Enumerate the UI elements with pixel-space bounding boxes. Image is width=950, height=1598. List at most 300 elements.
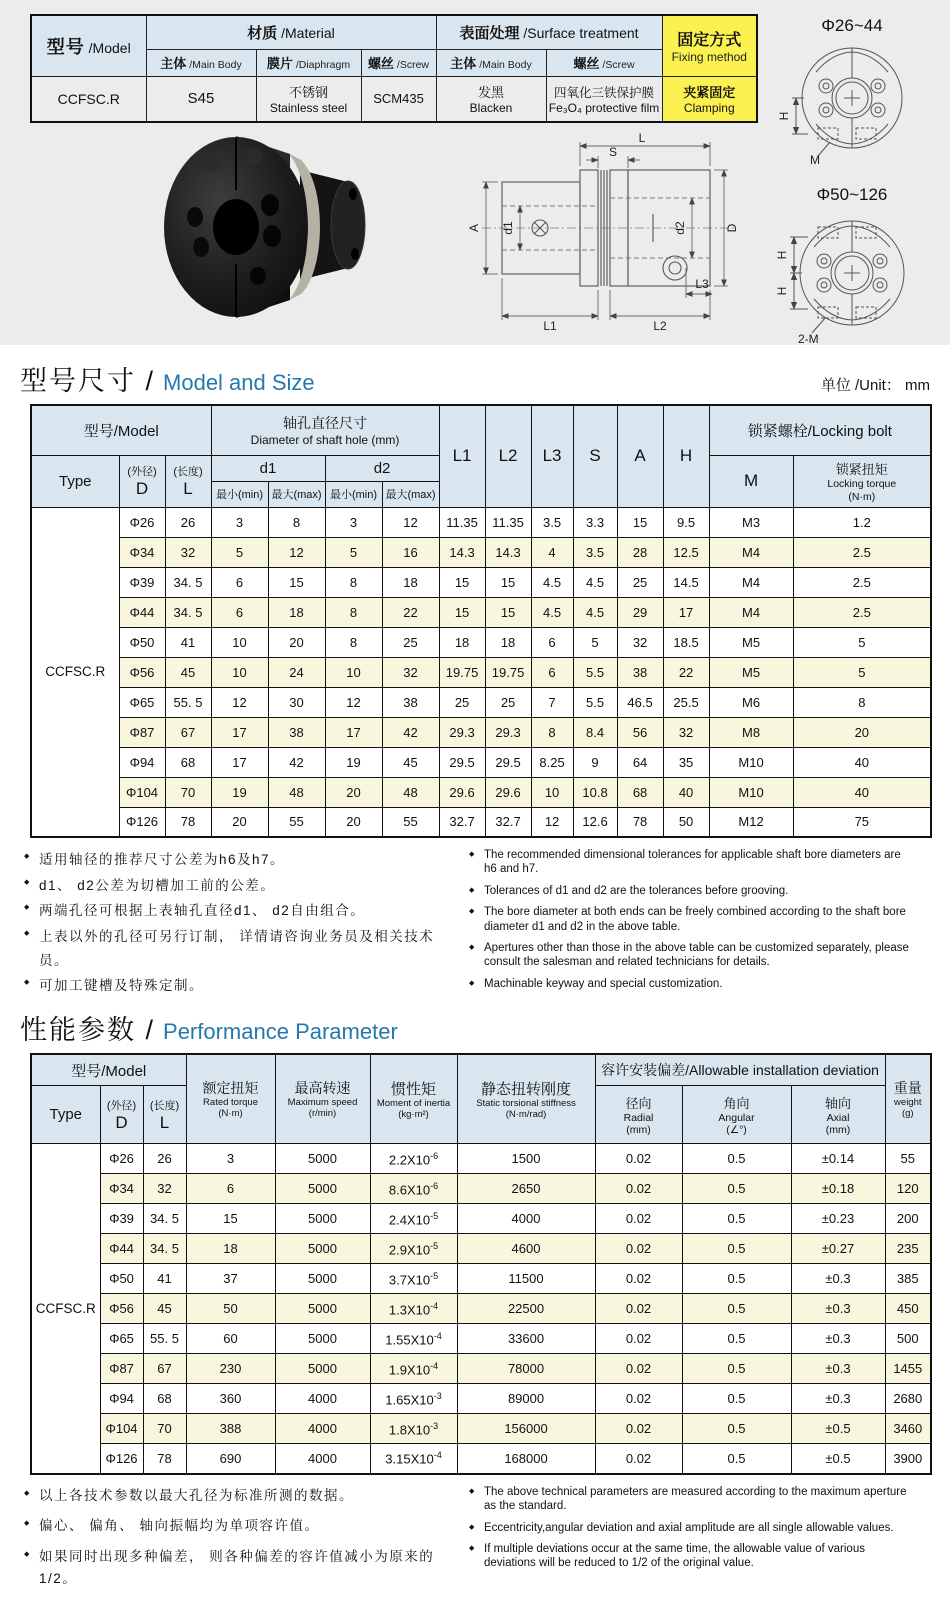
sub-header-diaphragm: 膜片 /Diaphragm [256, 49, 361, 76]
table-cell: 40 [793, 747, 931, 777]
table-cell: $8.6X10^{-6}$ [370, 1174, 457, 1204]
front-view-small [752, 14, 942, 174]
table-cell: 17 [325, 717, 382, 747]
table-cell: 0.02 [595, 1174, 682, 1204]
table-cell: 34. 5 [165, 567, 211, 597]
perf-model-group-header: 型号/Model [31, 1054, 186, 1086]
note-item: ◆ Eccentricity,angular deviation and axial amplitude are all single allowable values. [469, 1521, 909, 1535]
note-item: ◆ 适用轴径的推荐尺寸公差为h6及h7。 [24, 848, 459, 872]
table-cell: 4000 [275, 1384, 370, 1414]
table-cell: 3.3 [573, 507, 617, 537]
perf-l-header: (长度) L [143, 1086, 186, 1144]
table-cell: 360 [186, 1384, 275, 1414]
table-cell: 15 [485, 597, 531, 627]
table-cell: 55 [268, 807, 325, 837]
table-cell: M10 [709, 777, 793, 807]
table-cell: 41 [143, 1264, 186, 1294]
table-cell: Φ50 [100, 1264, 143, 1294]
table-cell: 14.3 [485, 537, 531, 567]
inertia-header: 惯性矩 Moment of inertia (kg·m²) [370, 1054, 457, 1144]
perf-title-en: Performance Parameter [163, 1018, 398, 1044]
table-cell: 29.3 [439, 717, 485, 747]
table-cell: 50 [663, 807, 709, 837]
table-row [31, 1294, 931, 1324]
table-cell: 20 [268, 627, 325, 657]
table-cell: 6 [211, 597, 268, 627]
table-cell: 6 [531, 657, 573, 687]
table-cell: 235 [885, 1234, 931, 1264]
table-cell: 34. 5 [143, 1204, 186, 1234]
table-cell: $2.9X10^{-5}$ [370, 1234, 457, 1264]
table-cell: 0.02 [595, 1204, 682, 1234]
table-cell: 8 [793, 687, 931, 717]
table-cell: 0.02 [595, 1144, 682, 1174]
table-cell: 17 [211, 717, 268, 747]
table-cell: 35 [663, 747, 709, 777]
table-cell: 5.5 [573, 657, 617, 687]
table-cell: 4000 [275, 1444, 370, 1474]
table-cell: 22 [382, 597, 439, 627]
table-cell: $1.55X10^{-4}$ [370, 1324, 457, 1354]
table-row [31, 1354, 931, 1384]
table-cell: 29.6 [439, 777, 485, 807]
table-cell: 12 [382, 507, 439, 537]
note-item: ◆ 上表以外的孔径可另行订制， 详情请咨询业务员及相关技术员。 [24, 925, 459, 972]
col-header-h: H [663, 405, 709, 507]
table-cell: 19 [211, 777, 268, 807]
table-cell: 19 [325, 747, 382, 777]
dim-label-l2: L2 [653, 319, 667, 333]
table-cell: 5 [211, 537, 268, 567]
table-row [31, 1324, 931, 1354]
table-cell: 15 [439, 597, 485, 627]
dim-label-l: L [638, 131, 646, 145]
shaft-hole-header: 轴孔直径尺寸 Diameter of shaft hole (mm) [211, 405, 439, 455]
front-view-small-title: Φ26~44 [821, 16, 883, 35]
material-spec-table [30, 14, 758, 123]
table-cell: 4.5 [573, 567, 617, 597]
table-row [31, 1414, 931, 1444]
table-row [31, 507, 931, 537]
table-cell: 55 [382, 807, 439, 837]
table-row [31, 627, 931, 657]
note-item: ◆ Machinable keyway and special customization. [469, 977, 909, 991]
col-header-l3: L3 [531, 405, 573, 507]
dim-label-d1: d1 [501, 221, 515, 235]
table-cell: Φ39 [100, 1204, 143, 1234]
table-cell: ±0.23 [791, 1204, 885, 1234]
table-cell: 0.5 [682, 1294, 791, 1324]
table-cell: 10 [211, 627, 268, 657]
table-cell: 45 [143, 1294, 186, 1324]
d-header: (外径) D [119, 455, 165, 507]
table-cell: 29.3 [485, 717, 531, 747]
diaphragm-value: 不锈钢 Stainless steel [256, 76, 361, 122]
table-cell: 5000 [275, 1354, 370, 1384]
table-cell: 8.4 [573, 717, 617, 747]
table-cell: 42 [382, 717, 439, 747]
table-cell: 0.5 [682, 1414, 791, 1444]
dim-label-m: M [810, 153, 820, 167]
table-cell: 6 [531, 627, 573, 657]
size-title-zh: 型号尺寸 / [20, 366, 156, 396]
table-cell: 78 [143, 1444, 186, 1474]
table-cell: 0.02 [595, 1294, 682, 1324]
table-cell: 12 [531, 807, 573, 837]
table-cell: M4 [709, 597, 793, 627]
table-cell: 2650 [457, 1174, 595, 1204]
table-cell: 67 [165, 717, 211, 747]
table-cell: 32 [143, 1174, 186, 1204]
table-cell: 10.8 [573, 777, 617, 807]
table-cell: 18 [186, 1234, 275, 1264]
table-cell: 2.5 [793, 567, 931, 597]
table-cell: 5000 [275, 1264, 370, 1294]
table-cell: 4.5 [531, 597, 573, 627]
table-cell: $3.15X10^{-4}$ [370, 1444, 457, 1474]
table-cell: 6 [211, 567, 268, 597]
table-cell: 0.5 [682, 1354, 791, 1384]
front-views [752, 14, 950, 358]
table-cell: 5 [793, 627, 931, 657]
table-cell: 0.5 [682, 1444, 791, 1474]
table-cell: 120 [885, 1174, 931, 1204]
table-cell: Φ34 [100, 1174, 143, 1204]
table-cell: 18 [439, 627, 485, 657]
note-item: ◆ 如果同时出现多种偏差， 则各种偏差的容许值减小为原来的1/2。 [24, 1546, 459, 1589]
table-cell: 1455 [885, 1354, 931, 1384]
d2-header: d2 [325, 455, 439, 481]
table-cell: ±0.5 [791, 1414, 885, 1444]
table-row [31, 777, 931, 807]
table-cell: 690 [186, 1444, 275, 1474]
table-row [31, 1384, 931, 1414]
material-header: 材质 /Material [146, 15, 436, 49]
model-value: CCFSC.R [31, 76, 146, 122]
size-section-title [20, 359, 930, 398]
note-item: ◆ If multiple deviations occur at the same time, the allowable value of various deviations will be reduced to 1/2 of the original value. [469, 1542, 909, 1571]
table-cell: Φ87 [119, 717, 165, 747]
table-cell: M12 [709, 807, 793, 837]
table-cell: 10 [211, 657, 268, 687]
locking-torque-header: 锁紧扭矩 Locking torque (N·m) [793, 455, 931, 507]
surface-header: 表面处理 /Surface treatment [436, 15, 662, 49]
table-cell: 60 [186, 1324, 275, 1354]
table-cell: 29.5 [439, 747, 485, 777]
table-row [31, 1234, 931, 1264]
note-item: ◆ Tolerances of d1 and d2 are the tolerances before grooving. [469, 884, 909, 898]
table-cell: 68 [165, 747, 211, 777]
perf-section-title [20, 1008, 930, 1047]
top-section [0, 0, 950, 345]
table-cell: Φ26 [100, 1144, 143, 1174]
table-cell: M6 [709, 687, 793, 717]
table-cell: 70 [143, 1414, 186, 1444]
table-cell: 200 [885, 1204, 931, 1234]
table-cell: $2.4X10^{-5}$ [370, 1204, 457, 1234]
table-cell: 0.02 [595, 1384, 682, 1414]
table-cell: 385 [885, 1264, 931, 1294]
table-cell: M8 [709, 717, 793, 747]
table-cell: 18 [382, 567, 439, 597]
table-cell: 26 [165, 507, 211, 537]
table-cell: 29.5 [485, 747, 531, 777]
dim-label-d: D [725, 223, 739, 233]
table-cell: 0.02 [595, 1444, 682, 1474]
table-cell: 48 [268, 777, 325, 807]
table-cell: ±0.3 [791, 1324, 885, 1354]
table-cell: Φ39 [119, 567, 165, 597]
dim-label-d2: d2 [673, 221, 687, 235]
table-cell: 29.6 [485, 777, 531, 807]
dim-label-s: S [608, 145, 618, 159]
table-cell: 8 [268, 507, 325, 537]
table-cell: 17 [211, 747, 268, 777]
table-cell: 2.5 [793, 597, 931, 627]
axial-header: 轴向 Axial (mm) [791, 1086, 885, 1144]
note-item: ◆ Apertures other than those in the above table can be customized separately, please consult the salesman and related technicians for details. [469, 941, 909, 970]
table-cell: 0.02 [595, 1354, 682, 1384]
table-cell: 55. 5 [165, 687, 211, 717]
table-cell: ±0.27 [791, 1234, 885, 1264]
table-cell: 12.6 [573, 807, 617, 837]
type-cell: CCFSC.R [31, 507, 119, 837]
max-speed-header: 最高转速 Maximum speed (r/min) [275, 1054, 370, 1144]
table-row [31, 567, 931, 597]
table-cell: 11.35 [485, 507, 531, 537]
table-cell: $1.65X10^{-3}$ [370, 1384, 457, 1414]
table-cell: $3.7X10^{-5}$ [370, 1264, 457, 1294]
table-cell: 156000 [457, 1414, 595, 1444]
table-cell: 8 [325, 627, 382, 657]
table-cell: 10 [325, 657, 382, 687]
main-body-value: S45 [146, 76, 256, 122]
table-cell: 22 [663, 657, 709, 687]
m-header: M [709, 455, 793, 507]
table-cell: 2.5 [793, 537, 931, 567]
table-cell: 0.02 [595, 1234, 682, 1264]
table-cell: Φ56 [100, 1294, 143, 1324]
table-cell: 8 [325, 567, 382, 597]
table-cell: 3 [325, 507, 382, 537]
table-cell: 230 [186, 1354, 275, 1384]
perf-type-header: Type [31, 1086, 100, 1144]
table-cell: 4 [531, 537, 573, 567]
table-cell: 25 [617, 567, 663, 597]
sub-header-surface-main: 主体 /Main Body [436, 49, 546, 76]
table-row [31, 537, 931, 567]
table-cell: Φ65 [100, 1324, 143, 1354]
table-cell: 40 [663, 777, 709, 807]
dim-label-h: H [777, 111, 791, 121]
table-cell: Φ34 [119, 537, 165, 567]
table-row [31, 1144, 931, 1174]
table-cell: Φ50 [119, 627, 165, 657]
table-cell: Φ104 [119, 777, 165, 807]
note-item: ◆ The recommended dimensional tolerances for applicable shaft bore diameters are h6 and h7. [469, 848, 909, 877]
table-cell: 22500 [457, 1294, 595, 1324]
table-cell: 34. 5 [165, 597, 211, 627]
type-cell: CCFSC.R [31, 1144, 100, 1474]
table-cell: 4.5 [531, 567, 573, 597]
table-cell: 5000 [275, 1294, 370, 1324]
dim-label-h: H [775, 250, 789, 260]
note-item: ◆ 偏心、 偏角、 轴向振幅均为单项容许值。 [24, 1515, 459, 1537]
note-item: ◆ d1、 d2公差为切槽加工前的公差。 [24, 874, 459, 898]
table-cell: 41 [165, 627, 211, 657]
table-cell: Φ126 [119, 807, 165, 837]
table-cell: 32 [382, 657, 439, 687]
table-cell: M5 [709, 627, 793, 657]
table-cell: 1.2 [793, 507, 931, 537]
size-table [30, 404, 932, 838]
table-row [31, 807, 931, 837]
dim-label-l3: L3 [695, 277, 709, 291]
col-header-l1: L1 [439, 405, 485, 507]
table-cell: 11.35 [439, 507, 485, 537]
table-cell: 15 [186, 1204, 275, 1234]
table-cell: 64 [617, 747, 663, 777]
table-cell: 33600 [457, 1324, 595, 1354]
table-cell: 29 [617, 597, 663, 627]
table-cell: 0.5 [682, 1234, 791, 1264]
table-cell: 14.3 [439, 537, 485, 567]
table-cell: Φ44 [100, 1234, 143, 1264]
table-cell: 25 [439, 687, 485, 717]
table-cell: 48 [382, 777, 439, 807]
table-cell: 20 [793, 717, 931, 747]
size-title-en: Model and Size [163, 370, 315, 395]
table-cell: 78 [617, 807, 663, 837]
type-header: Type [31, 455, 119, 507]
weight-header: 重量 weight (g) [885, 1054, 931, 1144]
note-item: ◆ 以上各技术参数以最大孔径为标准所测的数据。 [24, 1485, 459, 1507]
table-row [31, 657, 931, 687]
screw-value: SCM435 [361, 76, 436, 122]
table-cell: 15 [439, 567, 485, 597]
radial-header: 径向 Radial (mm) [595, 1086, 682, 1144]
dim-label-2m: 2-M [798, 332, 819, 346]
table-cell: 8 [325, 597, 382, 627]
table-cell: 12 [268, 537, 325, 567]
table-cell: 68 [617, 777, 663, 807]
table-row [31, 687, 931, 717]
table-row [31, 1264, 931, 1294]
table-cell: 0.02 [595, 1324, 682, 1354]
sub-header-screw: 螺丝 /Screw [361, 49, 436, 76]
table-cell: Φ104 [100, 1414, 143, 1444]
table-cell: $1.8X10^{-3}$ [370, 1414, 457, 1444]
d1-min-header: 最小(min) [211, 481, 268, 507]
perf-d-header: (外径) D [100, 1086, 143, 1144]
table-cell: 30 [268, 687, 325, 717]
table-cell: 20 [325, 777, 382, 807]
table-cell: 3 [186, 1144, 275, 1174]
table-cell: 7 [531, 687, 573, 717]
surface-main-value: 发黑 Blacken [436, 76, 546, 122]
table-cell: Φ56 [119, 657, 165, 687]
size-notes [24, 848, 928, 1000]
table-cell: 19.75 [439, 657, 485, 687]
table-cell: 5000 [275, 1234, 370, 1264]
col-header-s: S [573, 405, 617, 507]
table-cell: 10 [531, 777, 573, 807]
table-cell: 0.5 [682, 1204, 791, 1234]
table-cell: 45 [165, 657, 211, 687]
table-row [31, 1204, 931, 1234]
perf-notes [24, 1485, 928, 1598]
table-cell: Φ87 [100, 1354, 143, 1384]
table-cell: Φ94 [119, 747, 165, 777]
table-cell: 6 [186, 1174, 275, 1204]
model-header: 型号 /Model [31, 15, 146, 76]
table-cell: 25 [485, 687, 531, 717]
table-cell: 3.5 [531, 507, 573, 537]
table-cell: M3 [709, 507, 793, 537]
table-cell: 0.5 [682, 1144, 791, 1174]
table-cell: ±0.3 [791, 1264, 885, 1294]
table-cell: 9.5 [663, 507, 709, 537]
table-cell: 78 [165, 807, 211, 837]
table-cell: 3 [211, 507, 268, 537]
l-header: (长度) L [165, 455, 211, 507]
col-header-a: A [617, 405, 663, 507]
table-cell: 28 [617, 537, 663, 567]
size-model-group-header: 型号/Model [31, 405, 211, 455]
table-cell: 500 [885, 1324, 931, 1354]
table-cell: M4 [709, 567, 793, 597]
table-cell: 0.5 [682, 1384, 791, 1414]
table-cell: 75 [793, 807, 931, 837]
table-cell: 2680 [885, 1384, 931, 1414]
note-item: ◆ 可加工键槽及特殊定制。 [24, 974, 459, 998]
table-cell: Φ26 [119, 507, 165, 537]
table-cell: ±0.3 [791, 1384, 885, 1414]
table-cell: 68 [143, 1384, 186, 1414]
table-cell: 3900 [885, 1444, 931, 1474]
table-cell: M4 [709, 537, 793, 567]
table-cell: 5000 [275, 1174, 370, 1204]
rated-torque-header: 额定扭矩 Rated torque (N·m) [186, 1054, 275, 1144]
d2-min-header: 最小(min) [325, 481, 382, 507]
sub-header-main-body: 主体 /Main Body [146, 49, 256, 76]
table-cell: $1.3X10^{-4}$ [370, 1294, 457, 1324]
side-view-drawing [440, 118, 740, 342]
dim-label-h2: H [775, 286, 789, 296]
d1-max-header: 最大(max) [268, 481, 325, 507]
table-cell: 32.7 [439, 807, 485, 837]
table-cell: 20 [211, 807, 268, 837]
table-cell: 8.25 [531, 747, 573, 777]
d2-max-header: 最大(max) [382, 481, 439, 507]
table-cell: 3460 [885, 1414, 931, 1444]
fixing-method-value: 夹紧固定 Clamping [662, 76, 757, 122]
table-cell: 3.5 [573, 537, 617, 567]
table-cell: 26 [143, 1144, 186, 1174]
table-cell: 56 [617, 717, 663, 747]
table-cell: 32 [663, 717, 709, 747]
table-cell: 388 [186, 1414, 275, 1444]
size-notes-zh [24, 848, 469, 1000]
table-cell: 42 [268, 747, 325, 777]
table-cell: 34. 5 [143, 1234, 186, 1264]
table-cell: 25 [382, 627, 439, 657]
table-cell: 18.5 [663, 627, 709, 657]
product-photo [148, 128, 393, 333]
table-cell: Φ44 [119, 597, 165, 627]
front-view-large [752, 181, 942, 353]
table-cell: 8 [531, 717, 573, 747]
